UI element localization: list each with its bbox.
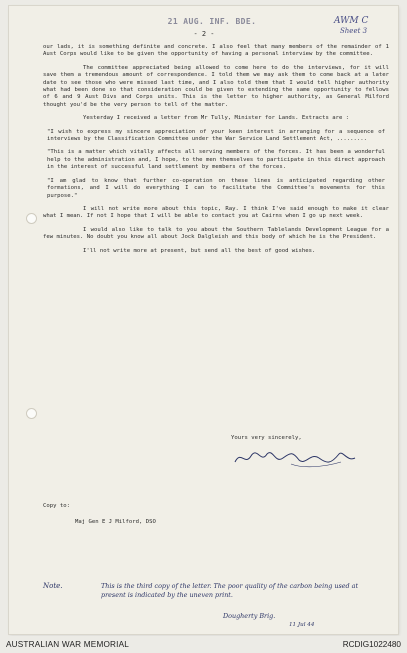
copy-to-recipient: Maj Gen E J Milford, DSO xyxy=(75,519,156,525)
quoted-extract: "I wish to express my sincere appreciation of your keen interest in arranging for a sequence of interviews by the Classification Committee under the War Service Land Settlement Act, ......... xyxy=(47,128,385,143)
handwritten-note-text: This is the third copy of the letter. The poor quality of the carbon being used at present is indicated by the uneven print. xyxy=(101,582,359,599)
paragraph: The committee appreciated being allowed to come here to do the interviews, for it will save them a tremendous amount of correspondence. I told them we may ask them to come back at a later date to see those who were missed last time, and I also told them that I would tell higher authority what had been done so that consideration could be given to extending the same opportunity to fellows of 6 and 9 Aust Divs and Corps units. This is the letter to higher authority, as General Milford thought you'd be the very person to tell of the matter. xyxy=(43,64,389,108)
copy-to-label: Copy to: xyxy=(43,503,70,509)
punch-hole xyxy=(26,213,37,224)
quoted-extract: "This is a matter which vitally affects all serving members of the forces. It has been a wonderful help to the administration and, I hope, to the men themselves to participate in this direct approach in the interest of successful land settlement by members of the forces. xyxy=(47,149,385,171)
footer-institution: AUSTRALIAN WAR MEMORIAL xyxy=(6,640,130,649)
handwritten-signature xyxy=(231,446,371,470)
paragraph: our lads, it is something definite and concrete. I also feel that many members of the remainder of 1 Aust Corps would like to be given the opportunity of having a personal interview by the committee. xyxy=(43,44,389,58)
unit-stamp: 21 AUG. INF. BDE. xyxy=(167,17,257,26)
copy-to-block xyxy=(43,498,156,530)
archive-reference-line2: Sheet 3 xyxy=(340,27,368,35)
quoted-extract: "I am glad to know that further co-operation on these lines is anticipated regarding other formations, and I will do everything I can to facilitate the Committee's movements for this purpose." xyxy=(47,177,385,199)
letter-body xyxy=(43,44,389,261)
archive-reference-note xyxy=(334,16,394,46)
handwritten-note-label: Note. xyxy=(43,582,63,590)
archive-reference-line1: AWM C xyxy=(334,16,369,26)
page-number: - 2 - xyxy=(193,30,215,38)
paragraph: I'll not write more at present, but send all the best of good wishes. xyxy=(83,247,316,254)
letter-closing: Yours very sincerely, xyxy=(231,435,302,441)
paragraph: I would also like to talk to you about the Southern Tablelands Development League for a few minutes. No doubt you know all about Jock Dalgleish and this body of which he is the President. xyxy=(43,226,389,241)
archive-footer xyxy=(0,636,407,653)
punch-hole xyxy=(26,408,37,419)
paragraph: I will not write more about this topic, Ray. I think I've said enough to make it clear what I mean. If not I hope that I will be able to contact you at Cairns when I go up next week. xyxy=(43,205,389,220)
document-page xyxy=(9,6,398,634)
handwritten-note-date: 11 Jul 44 xyxy=(289,622,315,628)
footer-record-id: RCDIG1022480 xyxy=(342,640,401,649)
handwritten-note-signature: Dougherty Brig. xyxy=(223,612,276,620)
paragraph: Yesterday I received a letter from Mr Tully, Minister for Lands. Extracts are : xyxy=(83,115,350,122)
